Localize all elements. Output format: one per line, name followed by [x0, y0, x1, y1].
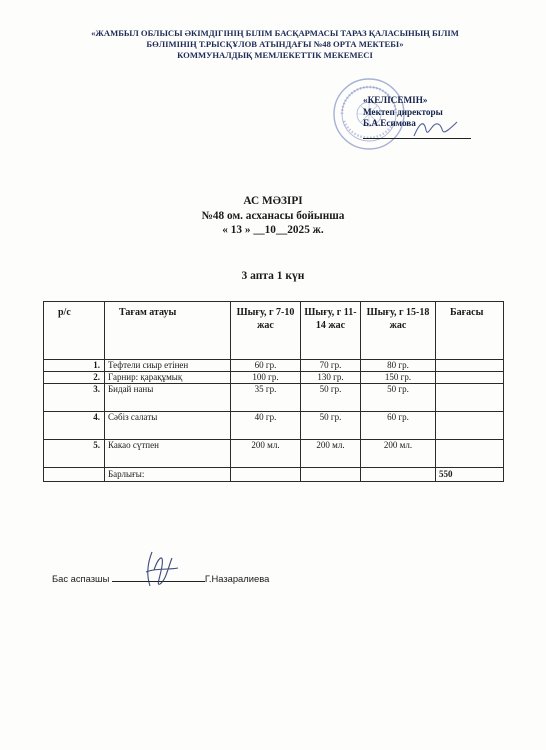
chef-role: Бас аспазшы: [52, 573, 110, 584]
total-empty-cell: [44, 468, 105, 482]
row-portion-7-10: 200 мл.: [231, 440, 301, 468]
total-empty-cell: [301, 468, 361, 482]
header-cell-dish: Тағам атауы: [105, 302, 231, 360]
row-price: [436, 360, 504, 372]
row-portion-11-14: 50 гр.: [301, 384, 361, 412]
row-price: [436, 412, 504, 440]
total-empty-cell: [231, 468, 301, 482]
director-signature: [410, 116, 460, 142]
row-portion-15-18: 150 гр.: [361, 372, 436, 384]
row-price: [436, 440, 504, 468]
total-price: 550: [436, 468, 504, 482]
header-cell-11-14: Шығу, г 11-14 жас: [301, 302, 361, 360]
approval-label: «КЕЛІСЕМІН»: [363, 95, 428, 105]
row-portion-7-10: 35 гр.: [231, 384, 301, 412]
row-portion-15-18: 50 гр.: [361, 384, 436, 412]
chef-signature: [138, 548, 184, 590]
table-row: [44, 412, 504, 440]
row-number: 4.: [44, 412, 105, 440]
approval-position: Мектеп директоры: [363, 106, 443, 117]
row-dish: Бидай наны: [105, 384, 231, 412]
table-header-row: [44, 302, 504, 360]
menu-date: « 13 » __10__2025 ж.: [222, 224, 324, 236]
menu-table: [43, 301, 504, 482]
week-day-label: 3 апта 1 күн: [241, 270, 305, 282]
row-portion-7-10: 40 гр.: [231, 412, 301, 440]
header-cell-price: Бағасы: [436, 302, 504, 360]
row-price: [436, 372, 504, 384]
org-header-line-3: КОММУНАЛДЫҚ МЕМЛЕКЕТТІК МЕКЕМЕСІ: [177, 50, 373, 60]
row-dish: Сәбіз салаты: [105, 412, 231, 440]
row-portion-7-10: 100 гр.: [231, 372, 301, 384]
row-portion-7-10: 60 гр.: [231, 360, 301, 372]
header-cell-15-18: Шығу, г 15-18 жас: [361, 302, 436, 360]
chef-name: Г.Назаралиева: [204, 573, 270, 584]
row-portion-11-14: 50 гр.: [301, 412, 361, 440]
table-row: [44, 440, 504, 468]
total-label: Барлығы:: [105, 468, 231, 482]
row-portion-15-18: 60 гр.: [361, 412, 436, 440]
menu-title-block: [120, 194, 426, 238]
header-cell-7-10: Шығу, г 7-10 жас: [231, 302, 301, 360]
row-portion-11-14: 70 гр.: [301, 360, 361, 372]
org-header-line-1: «ЖАМБЫЛ ОБЛЫСЫ ӘКІМДІГІНІҢ БІЛІМ БАСҚАРМАСЫ ТАРАЗ ҚАЛАСЫНЫҢ БІЛІМ: [91, 28, 459, 38]
table-total-row: [44, 468, 504, 482]
menu-title: АС МӘЗІРІ: [243, 195, 303, 207]
table-row: [44, 384, 504, 412]
approval-name: Б.А.Есимова: [363, 118, 416, 128]
row-number: 1.: [44, 360, 105, 372]
row-price: [436, 384, 504, 412]
row-dish: Какао сүтпен: [105, 440, 231, 468]
row-portion-15-18: 80 гр.: [361, 360, 436, 372]
row-dish: Тефтели сиыр етінен: [105, 360, 231, 372]
table-row: [44, 360, 504, 372]
row-dish: Гарнир: қарақұмық: [105, 372, 231, 384]
organization-header: [30, 28, 520, 61]
org-header-line-2: БӨЛІМІНІҢ Т.РЫСҚҰЛОВ АТЫНДАҒЫ №48 ОРТА МЕКТЕБІ»: [146, 39, 404, 49]
row-number: 2.: [44, 372, 105, 384]
menu-subtitle: №48 ом. асханасы бойынша: [201, 209, 345, 222]
chef-signoff: [52, 572, 352, 584]
row-portion-15-18: 200 мл.: [361, 440, 436, 468]
header-cell-number: р/с: [44, 302, 105, 360]
row-number: 3.: [44, 384, 105, 412]
table-row: [44, 372, 504, 384]
row-number: 5.: [44, 440, 105, 468]
row-portion-11-14: 130 гр.: [301, 372, 361, 384]
row-portion-11-14: 200 мл.: [301, 440, 361, 468]
total-empty-cell: [361, 468, 436, 482]
